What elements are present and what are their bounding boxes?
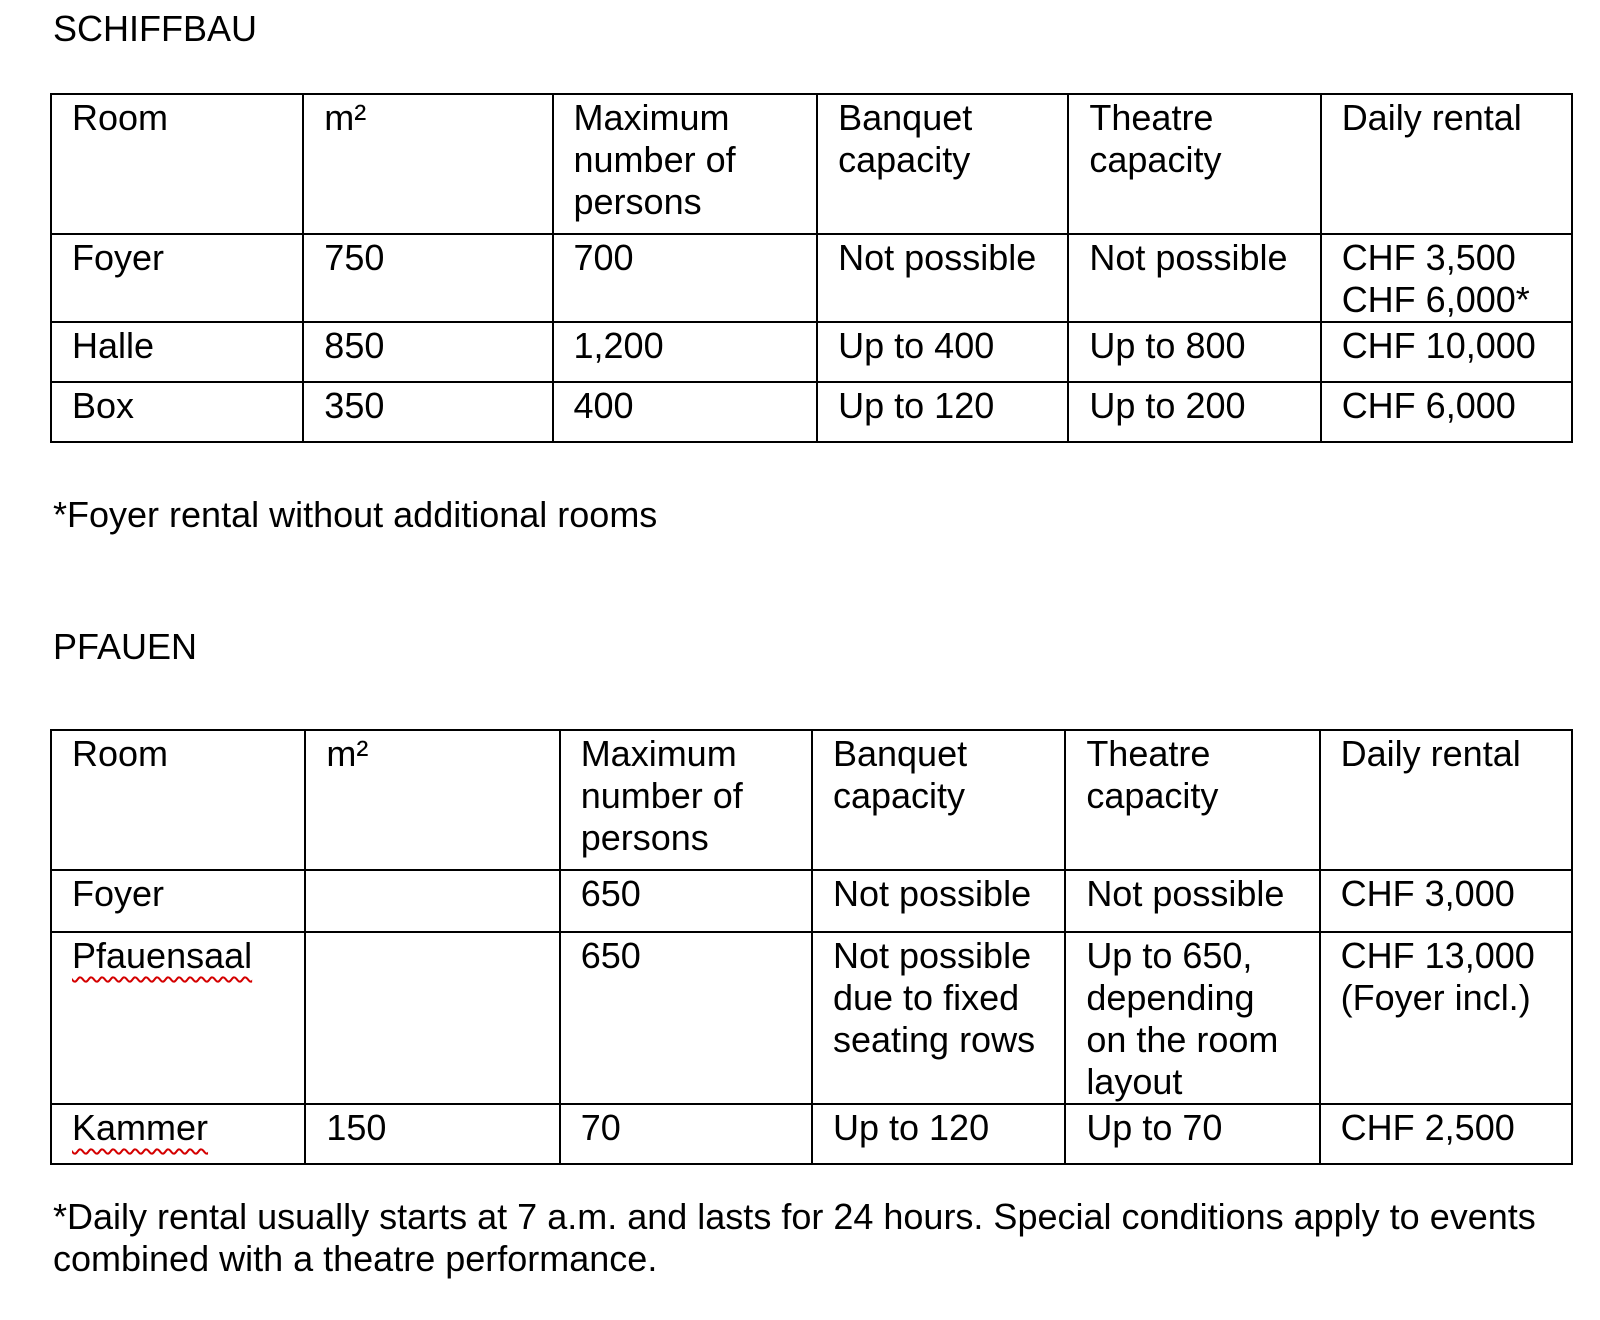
cell-max-persons: 400 [553, 382, 818, 442]
footnote-pfauen: *Daily rental usually starts at 7 a.m. and lasts for 24 hours. Special conditions apply to events combined with a theatre performance. [53, 1196, 1536, 1279]
cell-banquet: Up to 120 [817, 382, 1068, 442]
cell-max-persons: 70 [560, 1104, 812, 1164]
header-max-persons: Maximum number of persons [560, 730, 812, 870]
table-row [51, 322, 1572, 382]
cell-theatre: Up to 70 [1065, 1104, 1319, 1164]
pfauen-table [50, 729, 1573, 1165]
header-banquet: Banquet capacity [812, 730, 1065, 870]
header-theatre: Theatre capacity [1068, 94, 1320, 234]
cell-banquet: Up to 400 [817, 322, 1068, 382]
cell-theatre: Up to 650, depending on the room layout [1065, 932, 1319, 1104]
cell-banquet: Not possible [817, 234, 1068, 322]
header-rental: Daily rental [1320, 730, 1572, 870]
header-area: m² [305, 730, 559, 870]
header-area: m² [303, 94, 552, 234]
table-row [51, 1104, 1572, 1164]
cell-rental: CHF 13,000 (Foyer incl.) [1320, 932, 1572, 1104]
cell-room: Box [51, 382, 303, 442]
footnote-schiffbau: *Foyer rental without additional rooms [53, 494, 658, 535]
cell-room: Foyer [51, 870, 305, 932]
table-header-row [51, 94, 1572, 234]
cell-max-persons: 1,200 [553, 322, 818, 382]
spellcheck-word: Kammer [72, 1107, 209, 1148]
cell-banquet: Not possible due to fixed seating rows [812, 932, 1065, 1104]
cell-rental: CHF 2,500 [1320, 1104, 1572, 1164]
cell-max-persons: 700 [553, 234, 818, 322]
cell-room [51, 932, 305, 1104]
table-row [51, 382, 1572, 442]
cell-area: 150 [305, 1104, 559, 1164]
cell-area [305, 932, 559, 1104]
section-title-schiffbau: SCHIFFBAU [53, 8, 258, 49]
cell-area [305, 870, 559, 932]
schiffbau-table [50, 93, 1573, 443]
header-rental: Daily rental [1321, 94, 1572, 234]
cell-theatre: Not possible [1068, 234, 1320, 322]
cell-area: 750 [303, 234, 552, 322]
spellcheck-word: Pfauensaal [72, 935, 253, 976]
table-header-row [51, 730, 1572, 870]
table-row [51, 234, 1572, 322]
cell-rental: CHF 3,500 CHF 6,000* [1321, 234, 1572, 322]
cell-theatre: Up to 800 [1068, 322, 1320, 382]
cell-room: Halle [51, 322, 303, 382]
header-banquet: Banquet capacity [817, 94, 1068, 234]
table-row [51, 932, 1572, 1104]
section-title-pfauen: PFAUEN [53, 626, 198, 667]
header-max-persons: Maximum number of persons [553, 94, 818, 234]
header-room: Room [51, 730, 305, 870]
header-theatre: Theatre capacity [1065, 730, 1319, 870]
cell-rental: CHF 3,000 [1320, 870, 1572, 932]
cell-area: 350 [303, 382, 552, 442]
cell-max-persons: 650 [560, 870, 812, 932]
cell-room [51, 1104, 305, 1164]
cell-theatre: Up to 200 [1068, 382, 1320, 442]
cell-banquet: Up to 120 [812, 1104, 1065, 1164]
cell-max-persons: 650 [560, 932, 812, 1104]
cell-banquet: Not possible [812, 870, 1065, 932]
cell-room: Foyer [51, 234, 303, 322]
cell-area: 850 [303, 322, 552, 382]
table-row [51, 870, 1572, 932]
cell-rental: CHF 6,000 [1321, 382, 1572, 442]
cell-rental: CHF 10,000 [1321, 322, 1572, 382]
header-room: Room [51, 94, 303, 234]
cell-theatre: Not possible [1065, 870, 1319, 932]
